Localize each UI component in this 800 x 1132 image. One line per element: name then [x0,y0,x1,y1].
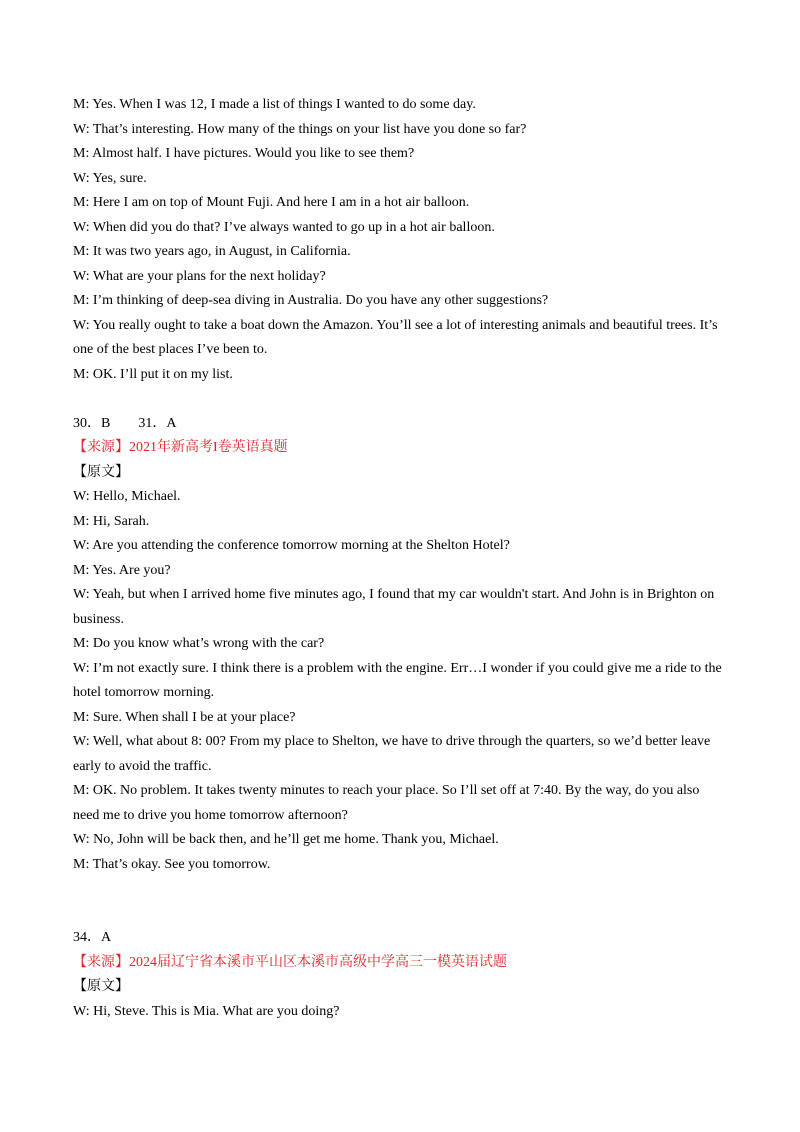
dialogue-line: W: Hi, Steve. This is Mia. What are you doing? [73,1003,340,1019]
dialogue-line: M: Yes. When I was 12, I made a list of things I wanted to do some day. [73,97,476,112]
dialogue-line: W: Yes, sure. [73,170,147,186]
dialogue-line: early to avoid the traffic. [73,758,212,774]
dialogue-line: W: Hello, Michael. [73,489,181,504]
dialogue-line: W: What are your plans for the next holiday? [73,268,326,284]
dialogue-section-2 [73,412,733,878]
dialogue-line: M: Yes. Are you? [73,562,171,578]
answer-key: 30．B 31．A [73,415,177,431]
dialogue-line: W: Well, what about 8: 00? From my place to Shelton, we have to drive through the quarters, so we’d better leave [73,734,711,749]
dialogue-line: W: That’s interesting. How many of the things on your list have you done so far? [73,121,527,137]
dialogue-line: M: It was two years ago, in August, in California. [73,244,351,259]
dialogue-line: business. [73,611,124,627]
original-text-label: 【原文】 [73,464,129,480]
source-label: 【来源】2024届辽宁省本溪市平山区本溪市高级中学高三一模英语试题 [73,954,507,970]
dialogue-line: one of the best places I’ve been to. [73,342,268,357]
dialogue-line: M: OK. No problem. It takes twenty minutes to reach your place. So I’ll set off at 7:40. By the way, do you also [73,783,700,798]
dialogue-line: W: Yeah, but when I arrived home five minutes ago, I found that my car wouldn't start. And John is in Brighton on [73,587,715,602]
dialogue-line: M: Almost half. I have pictures. Would you like to see them? [73,146,415,161]
dialogue-line: M: Do you know what’s wrong with the car? [73,636,325,651]
document-page [73,93,733,1024]
dialogue-line: M: Here I am on top of Mount Fuji. And here I am in a hot air balloon. [73,195,470,210]
dialogue-line: W: You really ought to take a boat down the Amazon. You’ll see a lot of interesting animals and beautiful trees. It’s [73,317,718,333]
dialogue-line: M: I’m thinking of deep-sea diving in Australia. Do you have any other suggestions? [73,293,549,308]
dialogue-line: M: Sure. When shall I be at your place? [73,709,296,725]
dialogue-section-3 [73,926,733,1024]
dialogue-section-1 [73,93,733,387]
source-label: 【来源】2021年新高考I卷英语真题 [73,440,288,455]
dialogue-line: M: Hi, Sarah. [73,513,150,529]
dialogue-line: need me to drive you home tomorrow afternoon? [73,807,348,823]
original-text-label: 【原文】 [73,979,129,994]
answer-key: 34．A [73,930,112,945]
dialogue-line: hotel tomorrow morning. [73,685,215,700]
dialogue-line: W: I’m not exactly sure. I think there is a problem with the engine. Err…I wonder if you could give me a ride to the [73,660,722,676]
dialogue-line: W: No, John will be back then, and he’ll get me home. Thank you, Michael. [73,832,499,847]
dialogue-line: M: OK. I’ll put it on my list. [73,366,233,382]
dialogue-line: W: Are you attending the conference tomorrow morning at the Shelton Hotel? [73,538,510,553]
dialogue-line: W: When did you do that? I’ve always wanted to go up in a hot air balloon. [73,219,495,235]
dialogue-line: M: That’s okay. See you tomorrow. [73,856,271,872]
